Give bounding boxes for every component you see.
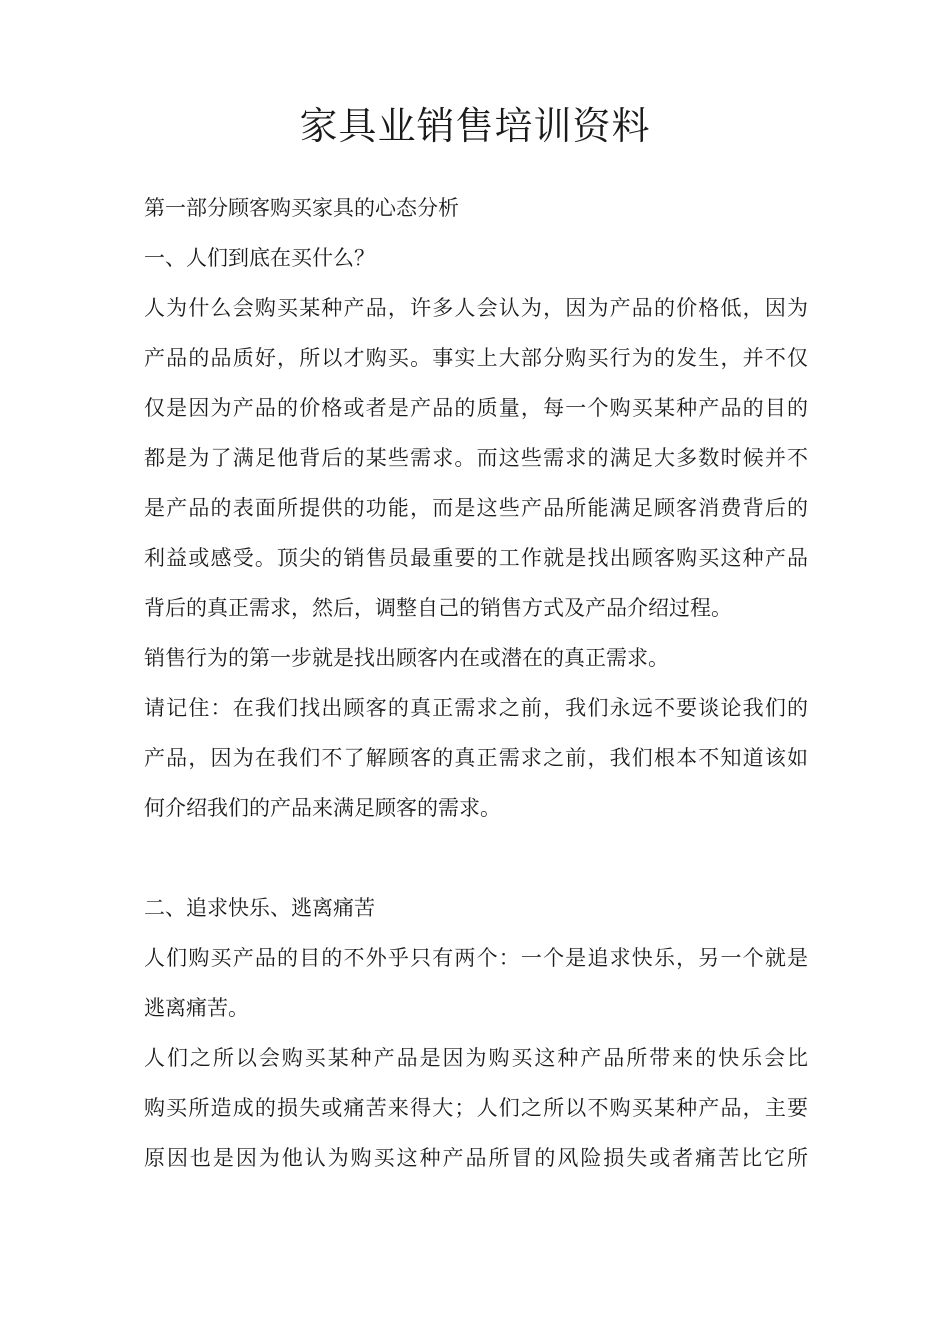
document-body [144, 183, 808, 1183]
text-line: 是产品的表面所提供的功能，而是这些产品所能满足顾客消费背后的 [144, 496, 808, 520]
text-line: 原因也是因为他认为购买这种产品所冒的风险损失或者痛苦比它所 [144, 1146, 808, 1170]
text-line: 人们购买产品的目的不外乎只有两个：一个是追求快乐，另一个就是 [144, 946, 808, 970]
text-line: 利益或感受。顶尖的销售员最重要的工作就是找出顾客购买这种产品 [144, 546, 808, 570]
text-line: 请记住：在我们找出顾客的真正需求之前，我们永远不要谈论我们的 [144, 696, 808, 720]
text-line: 一、人们到底在买什么？ [144, 246, 375, 270]
text-line: 都是为了满足他背后的某些需求。而这些需求的满足大多数时候并不 [144, 446, 808, 470]
blank-line [144, 833, 808, 883]
document-title: 家具业销售培训资料 [299, 104, 651, 148]
text-line: 逃离痛苦。 [144, 996, 249, 1020]
text-line: 产品，因为在我们不了解顾客的真正需求之前，我们根本不知道该如 [144, 746, 808, 770]
text-line: 购买所造成的损失或痛苦来得大；人们之所以不购买某种产品，主要 [144, 1096, 808, 1120]
text-line: 何介绍我们的产品来满足顾客的需求。 [144, 796, 501, 820]
text-line: 背后的真正需求，然后，调整自己的销售方式及产品介绍过程。 [144, 596, 732, 620]
text-line: 仅是因为产品的价格或者是产品的质量，每一个购买某种产品的目的 [144, 396, 808, 420]
text-line: 人为什么会购买某种产品，许多人会认为，因为产品的价格低，因为 [144, 296, 808, 320]
text-line: 销售行为的第一步就是找出顾客内在或潜在的真正需求。 [144, 646, 669, 670]
text-line: 第一部分顾客购买家具的心态分析 [144, 196, 459, 220]
text-line: 产品的品质好，所以才购买。事实上大部分购买行为的发生，并不仅 [144, 346, 808, 370]
text-line: 二、追求快乐、逃离痛苦 [144, 896, 375, 920]
text-line: 人们之所以会购买某种产品是因为购买这种产品所带来的快乐会比 [144, 1046, 808, 1070]
